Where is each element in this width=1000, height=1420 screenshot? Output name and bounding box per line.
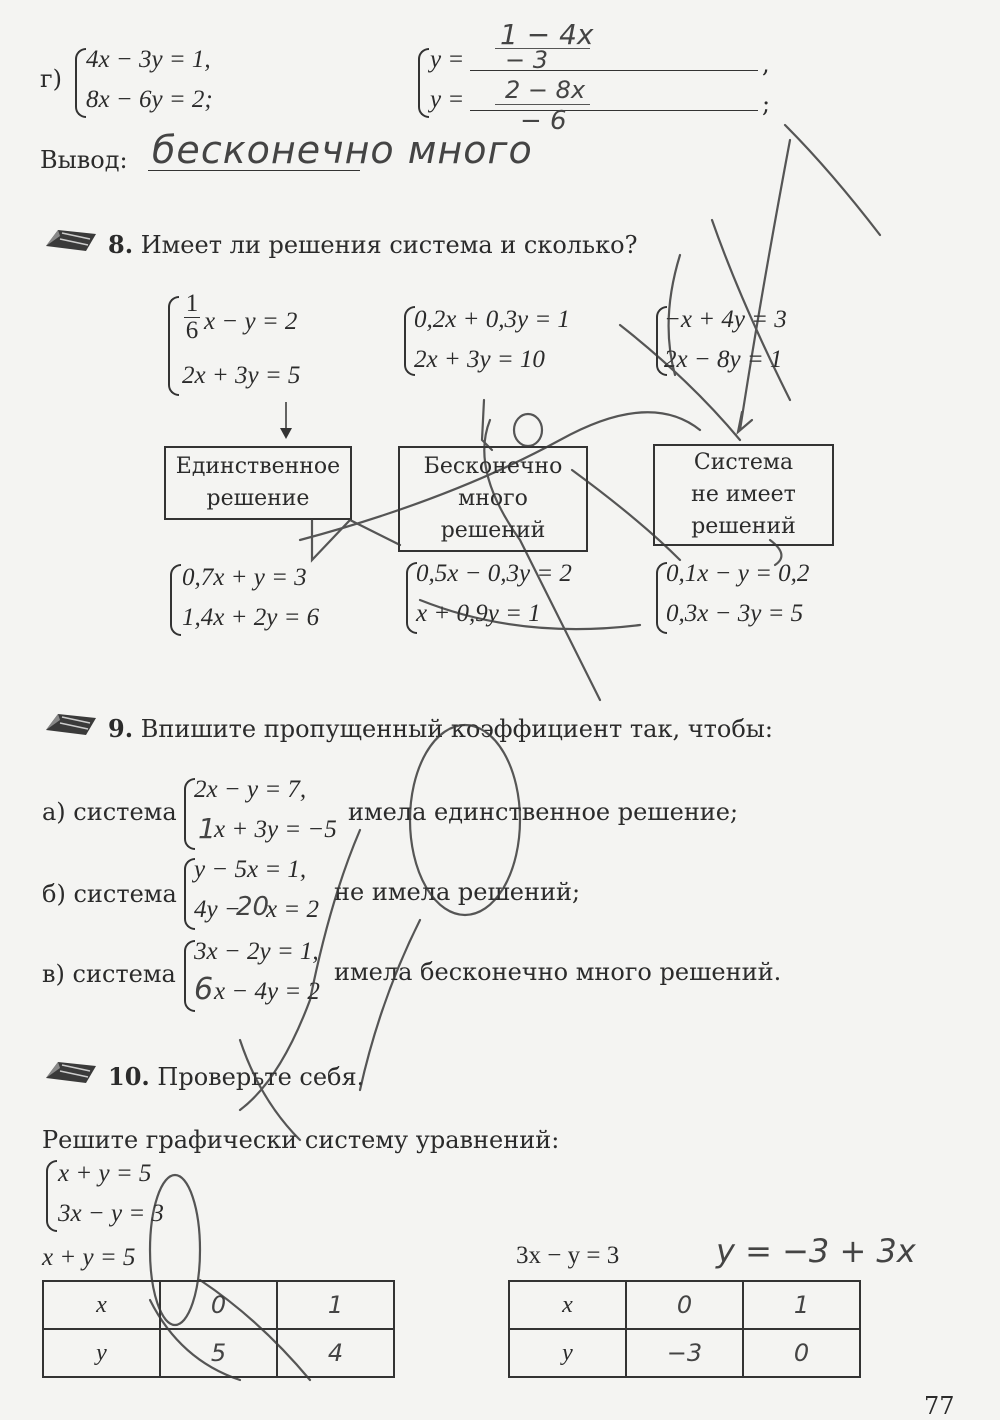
equation: 3x − y = 3 xyxy=(58,1200,164,1227)
system-brace xyxy=(170,564,181,636)
semicolon: ; xyxy=(762,90,771,118)
values-table-2 xyxy=(508,1280,861,1378)
equation: 2x − 8y = 1 xyxy=(664,346,783,373)
task-number: 10. xyxy=(108,1062,150,1091)
table-cell: 0 xyxy=(626,1281,743,1329)
table-row xyxy=(43,1281,394,1329)
system-brace xyxy=(418,48,429,118)
task-title: Впишите пропущенный коэффициент так, чтобы: xyxy=(140,715,773,743)
equation: 2x − y = 7, xyxy=(194,776,307,803)
table-cell: 0 xyxy=(160,1281,277,1329)
task-number: 9. xyxy=(108,714,134,743)
task-number: 8. xyxy=(108,230,134,259)
values-table-1 xyxy=(42,1280,395,1378)
answer-box-none: Система не имеет решений xyxy=(653,444,834,546)
row-header-y: y xyxy=(43,1329,160,1377)
arrow-down-icon xyxy=(278,402,294,440)
item-label-g: г) xyxy=(40,65,62,93)
task-heading xyxy=(108,230,637,259)
task-heading xyxy=(108,714,773,743)
task-title: Проверьте себя. xyxy=(157,1063,365,1091)
handwritten-coefficient: 1 xyxy=(198,812,216,845)
handwritten-numerator: 2 − 8x xyxy=(505,76,586,104)
system-brace xyxy=(168,296,179,396)
comma: , xyxy=(762,50,770,78)
table-cell: −3 xyxy=(626,1329,743,1377)
equation: x − 4y = 2 xyxy=(214,978,320,1005)
task-title: Имеет ли решения система и сколько? xyxy=(140,231,638,259)
equation: 0,7x + y = 3 xyxy=(182,564,307,591)
equation: 0,2x + 0,3y = 1 xyxy=(414,306,570,333)
table-label: x + y = 5 xyxy=(42,1244,136,1271)
handwritten-coefficient: 6 xyxy=(194,972,214,1007)
pencil-icon xyxy=(44,708,100,736)
handwritten-denominator: − 6 xyxy=(520,106,567,136)
equation: y − 5x = 1, xyxy=(194,856,307,883)
equation: 0,1x − y = 0,2 xyxy=(666,560,810,587)
y-label: y = xyxy=(430,86,465,113)
table-row xyxy=(509,1281,860,1329)
system-brace xyxy=(75,48,86,118)
equation: 3x − 2y = 1, xyxy=(194,938,319,965)
table-row xyxy=(43,1329,394,1377)
table-label: 3x − y = 3 xyxy=(516,1242,620,1269)
task-heading xyxy=(108,1062,364,1091)
row-header-y: y xyxy=(509,1329,626,1377)
table-cell: 5 xyxy=(160,1329,277,1377)
pencil-icon xyxy=(44,224,100,252)
fraction-bar xyxy=(495,104,590,105)
condition-text: имела бесконечно много решений. xyxy=(334,958,782,986)
table-cell: 4 xyxy=(277,1329,394,1377)
equation: 2x + 3y = 5 xyxy=(182,362,301,389)
equation: −x + 4y = 3 xyxy=(664,306,787,333)
equation: 8x − 6y = 2; xyxy=(86,86,213,113)
answer-box-infinite: Бесконечно много решений xyxy=(398,446,588,552)
handwritten-coefficient: 20 xyxy=(236,892,270,922)
row-header-x: x xyxy=(43,1281,160,1329)
fraction-denominator: 6 xyxy=(185,317,199,344)
equation: x + 3y = −5 xyxy=(214,816,337,843)
equation: 0,3x − 3y = 5 xyxy=(666,600,804,627)
equation: 4y − xyxy=(194,896,241,923)
answer-box-unique: Единственное решение xyxy=(164,446,352,520)
handwritten-denominator: − 3 xyxy=(505,46,549,74)
equation: x + 0,9y = 1 xyxy=(416,600,541,627)
y-label: y = xyxy=(430,46,465,73)
fraction xyxy=(184,291,200,344)
subitem-label: б) система xyxy=(42,880,177,908)
equation: x + y = 5 xyxy=(58,1160,152,1187)
table-cell: 1 xyxy=(743,1281,860,1329)
equation: x = 2 xyxy=(266,896,319,923)
answer-line xyxy=(470,110,758,111)
subitem-label: в) система xyxy=(42,960,176,988)
equation: 1,4x + 2y = 6 xyxy=(182,604,320,631)
condition-text: не имела решений; xyxy=(334,878,581,906)
conclusion-label: Вывод: xyxy=(40,146,128,174)
row-header-x: x xyxy=(509,1281,626,1329)
page-number: 77 xyxy=(924,1392,955,1420)
condition-text: имела единственное решение; xyxy=(348,798,739,826)
table-cell: 0 xyxy=(743,1329,860,1377)
equation: 0,5x − 0,3y = 2 xyxy=(416,560,572,587)
table-row xyxy=(509,1329,860,1377)
table-cell: 1 xyxy=(277,1281,394,1329)
pencil-icon xyxy=(44,1056,100,1084)
handwritten-conclusion: бесконечно много xyxy=(152,128,533,172)
handwritten-note: y = −3 + 3x xyxy=(716,1232,916,1270)
equation: 2x + 3y = 10 xyxy=(414,346,545,373)
fraction-numerator: 1 xyxy=(185,290,199,317)
equation: x − y = 2 xyxy=(204,308,298,335)
equation: 4x − 3y = 1, xyxy=(86,46,211,73)
task-subtitle: Решите графически систему уравнений: xyxy=(42,1126,560,1154)
system-brace xyxy=(46,1160,57,1232)
handwritten-numerator: 1 − 4x xyxy=(500,18,594,51)
subitem-label: а) система xyxy=(42,798,177,826)
